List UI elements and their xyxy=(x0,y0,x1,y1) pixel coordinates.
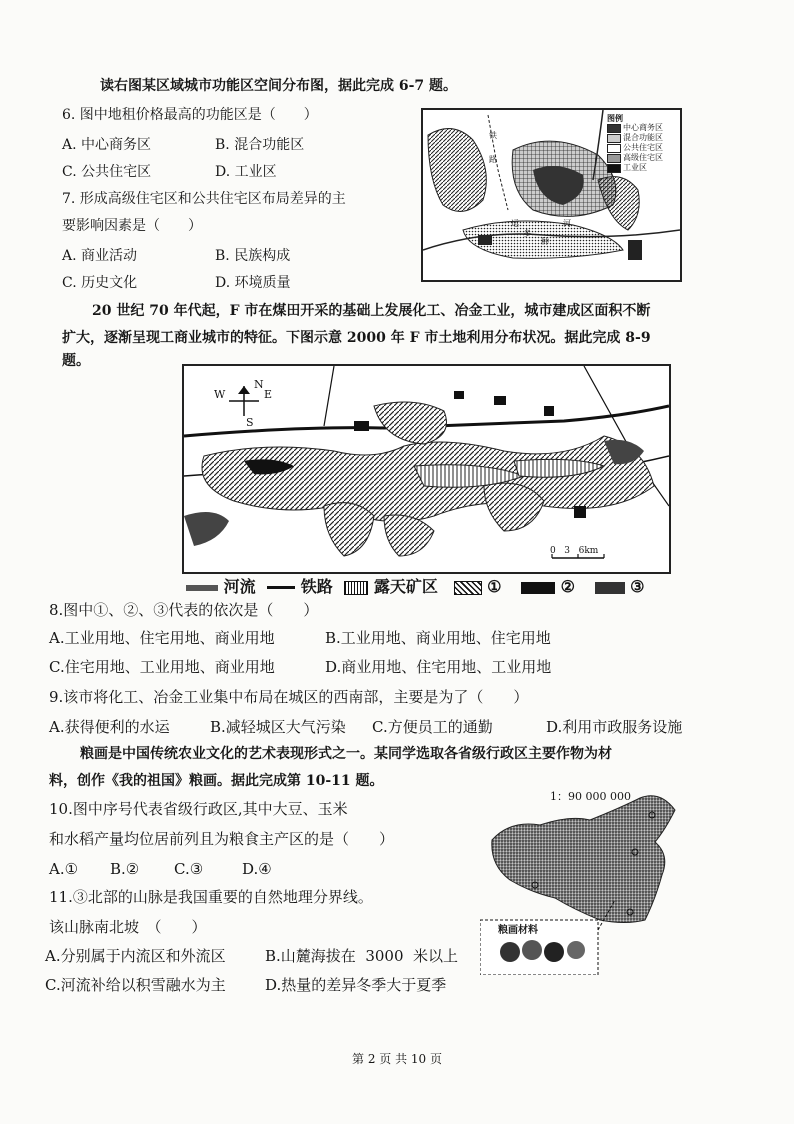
compass-north: N xyxy=(254,378,264,391)
city-map-legend xyxy=(607,113,677,173)
q11-option-d[interactable]: D.热量的差异冬季大于夏季 xyxy=(265,976,447,994)
legend-3-symbol xyxy=(595,582,625,594)
question-11-stem-line2: 该山脉南北坡 （ ） xyxy=(49,918,207,936)
map-label-tie: 铁 xyxy=(489,131,497,140)
legend-swatch-industrial xyxy=(607,164,621,173)
q6-option-a[interactable]: A. 中心商务区 xyxy=(62,137,152,153)
map-scale: 0 3 6km xyxy=(550,546,599,556)
q8-option-b[interactable]: B.工业用地、商业用地、住宅用地 xyxy=(325,629,551,647)
map-label-he: 河 xyxy=(563,219,571,228)
legend-mine-symbol xyxy=(344,581,368,595)
legend-1: ① xyxy=(487,577,502,596)
intro-8-9-line2: 扩大，逐渐呈现工商业城市的特征。下图示意 2000 年 F 市土地利用分布状况。据此完成 8-9 xyxy=(62,330,651,346)
q11-option-a[interactable]: A.分别属于内流区和外流区 xyxy=(45,947,226,965)
map-label-lu: 路 xyxy=(489,155,497,164)
legend-title: 图例 xyxy=(607,113,623,123)
legend-railway-symbol xyxy=(267,586,295,589)
grain-material-label: 粮画材料 xyxy=(498,925,538,936)
q11-option-c[interactable]: C.河流补给以积雪融水为主 xyxy=(45,976,226,994)
land-use-map-graphic xyxy=(184,366,669,572)
city-functional-zone-map xyxy=(421,108,682,282)
q9-option-c[interactable]: C.方便员工的通勤 xyxy=(372,718,493,736)
intro-8-9-line3: 题。 xyxy=(62,353,90,369)
intro-6-7: 读右图某区域城市功能区空间分布图，据此完成 6-7 题。 xyxy=(100,78,458,94)
q10-option-c[interactable]: C.③ xyxy=(174,860,204,878)
q9-option-d[interactable]: D.利用市政服务设施 xyxy=(546,718,683,736)
legend-swatch-mixed xyxy=(607,134,621,143)
q9-option-a[interactable]: A.获得便利的水运 xyxy=(49,718,170,736)
q10-option-a[interactable]: A.① xyxy=(49,860,79,878)
china-map-graphic xyxy=(480,780,695,975)
legend-swatch-cbd xyxy=(607,124,621,133)
compass-east: E xyxy=(264,388,273,401)
legend-mine: 露天矿区 xyxy=(373,577,438,596)
q9-option-b[interactable]: B.减轻城区大气污染 xyxy=(210,718,346,736)
q7-option-a[interactable]: A. 商业活动 xyxy=(62,248,138,264)
q8-option-c[interactable]: C.住宅用地、工业用地、商业用地 xyxy=(49,658,275,676)
legend-mixed: 混合功能区 xyxy=(623,133,663,142)
q7-option-c[interactable]: C. 历史文化 xyxy=(62,275,138,291)
q8-option-d[interactable]: D.商业用地、住宅用地、工业用地 xyxy=(325,658,552,676)
intro-8-9-line1: 20 世纪 70 年代起，F 市在煤田开采的基础上发展化工、冶金工业，城市建成区面积不断 xyxy=(92,303,651,319)
legend-swatch-public-housing xyxy=(607,144,621,153)
intro-10-11-line2: 料，创作《我的祖国》粮画。据此完成第 10-11 题。 xyxy=(49,773,384,789)
legend-river-symbol xyxy=(186,585,218,591)
question-8-stem: 8.图中①、②、③代表的依次是（ ） xyxy=(49,601,319,619)
compass-south: S xyxy=(246,416,254,429)
q11-option-b[interactable]: B.山麓海拔在 3000 米以上 xyxy=(265,947,459,965)
question-7-stem-line1: 7. 形成高级住宅区和公共住宅区布局差异的主 xyxy=(62,191,346,207)
china-map-scale: 1：90 000 000 xyxy=(550,790,631,803)
question-10-stem-line2: 和水稻产量均位居前列且为粮食主产区的是（ ） xyxy=(49,830,395,848)
intro-10-11-line1: 粮画是中国传统农业文化的艺术表现形式之一。某同学选取各省级行政区主要作物为材 xyxy=(80,746,612,762)
compass-west: W xyxy=(214,388,226,401)
question-11-stem-line1: 11.③北部的山脉是我国重要的自然地理分界线。 xyxy=(49,888,373,906)
legend-high-end-housing: 高级住宅区 xyxy=(623,153,663,162)
q10-option-b[interactable]: B.② xyxy=(110,860,140,878)
question-9-stem: 9.该市将化工、冶金工业集中布局在城区的西南部，主要是为了（ ） xyxy=(49,688,529,706)
question-7-stem-line2: 要影响因素是（ ） xyxy=(62,218,202,234)
china-grain-painting-map xyxy=(480,780,695,975)
q6-option-d[interactable]: D. 工业区 xyxy=(215,164,277,180)
legend-railway: 铁路 xyxy=(300,577,333,596)
question-6-stem: 6. 图中地租价格最高的功能区是（ ） xyxy=(62,107,318,123)
map-label-yun: 运 xyxy=(511,219,519,228)
q7-option-b[interactable]: B. 民族构成 xyxy=(215,248,291,264)
q7-option-d[interactable]: D. 环境质量 xyxy=(215,275,291,291)
q10-option-d[interactable]: D.④ xyxy=(242,860,272,878)
legend-public-housing: 公共住宅区 xyxy=(623,143,663,152)
legend-3: ③ xyxy=(630,577,645,596)
q8-option-a[interactable]: A.工业用地、住宅用地、商业用地 xyxy=(49,629,275,647)
legend-1-symbol xyxy=(454,581,482,595)
legend-river: 河流 xyxy=(223,577,256,596)
legend-swatch-high-end-housing xyxy=(607,154,621,163)
legend-2-symbol xyxy=(521,582,555,594)
legend-cbd: 中心商务区 xyxy=(623,123,663,132)
map-label-duo: 多 xyxy=(523,229,531,238)
land-use-map xyxy=(182,364,671,574)
question-10-stem-line1: 10.图中序号代表省级行政区,其中大豆、玉米 xyxy=(49,800,348,818)
map-label-zhong: 种 xyxy=(541,237,549,246)
land-use-legend xyxy=(186,574,644,596)
page-footer: 第 2 页 共 10 页 xyxy=(352,1052,442,1066)
q6-option-c[interactable]: C. 公共住宅区 xyxy=(62,164,152,180)
legend-2: ② xyxy=(560,577,575,596)
legend-industrial: 工业区 xyxy=(623,163,647,172)
q6-option-b[interactable]: B. 混合功能区 xyxy=(215,137,305,153)
